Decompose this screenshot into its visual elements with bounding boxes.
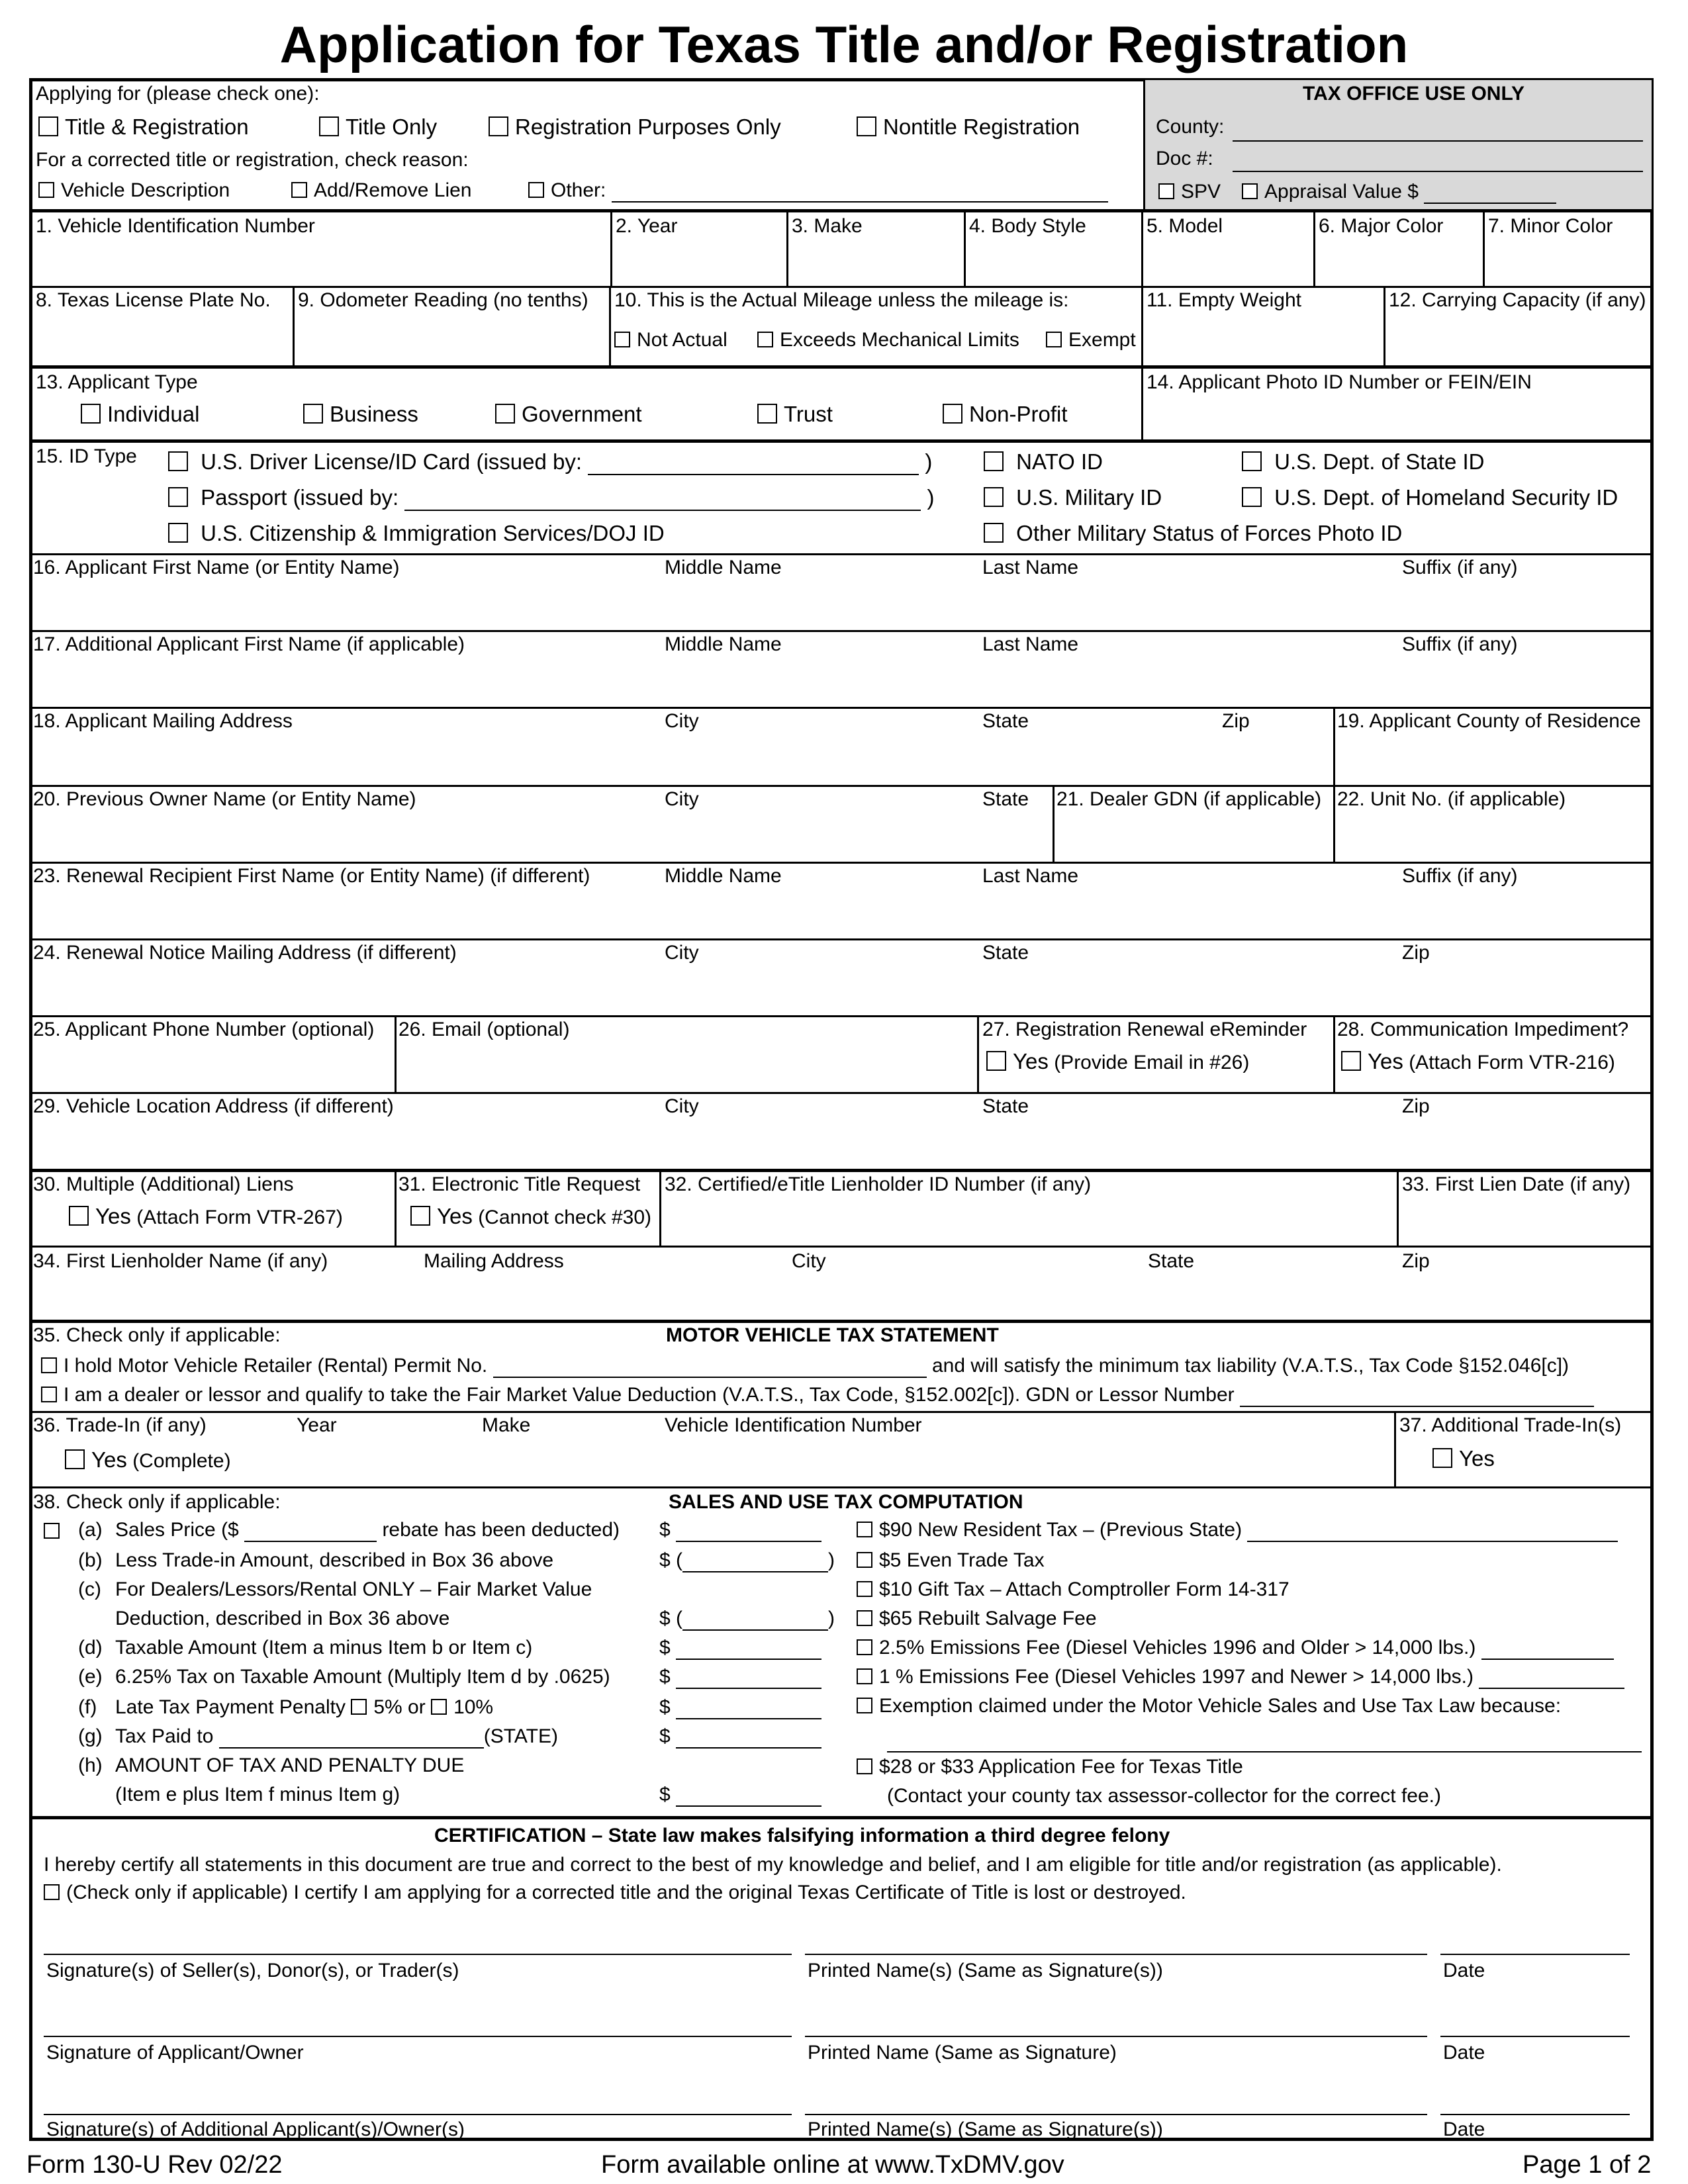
field-middle-name[interactable]: Middle Name (665, 557, 782, 578)
opt-driver-license[interactable]: U.S. Driver License/ID Card (issued by: ) (168, 449, 932, 475)
checkbox[interactable] (38, 182, 54, 198)
checkbox[interactable] (943, 404, 962, 424)
checkbox[interactable] (65, 1449, 85, 1469)
seller-printed-name-line[interactable] (805, 1954, 1427, 1955)
opt-other-military[interactable]: Other Military Status of Forces Photo ID (984, 520, 1402, 547)
divider (29, 630, 1654, 632)
certification-heading: CERTIFICATION – State law makes falsifying information a third degree felony (434, 1825, 1170, 1846)
field-suffix[interactable]: Suffix (if any) (1402, 557, 1518, 578)
field-renewal-city[interactable]: City (665, 942, 699, 964)
checkbox[interactable] (38, 116, 58, 136)
divider (29, 862, 1654, 864)
field-mailing-address[interactable]: 18. Applicant Mailing Address (33, 710, 293, 732)
sut-g-letter: (g) (78, 1725, 103, 1747)
passport-issuer-field[interactable] (404, 490, 921, 511)
checkbox[interactable] (41, 1357, 57, 1373)
field-renewal-address[interactable]: 24. Renewal Notice Mailing Address (if different) (33, 942, 457, 964)
opt-not-actual[interactable]: Not Actual (614, 328, 727, 352)
sut-a-checkbox[interactable] (44, 1520, 66, 1543)
checkbox[interactable] (168, 451, 188, 471)
application-fee-note: (Contact your county tax assessor-collector for the correct fee.) (887, 1785, 1441, 1807)
field-make[interactable]: 3. Make (792, 215, 863, 237)
divider (29, 707, 1654, 709)
field-previous-owner[interactable]: 20. Previous Owner Name (or Entity Name) (33, 788, 416, 810)
sut-b-amount[interactable]: $ ( ) (659, 1549, 835, 1571)
checkbox[interactable] (857, 1610, 872, 1626)
checkbox[interactable] (410, 1206, 430, 1226)
field-renewal-last-name[interactable]: Last Name (982, 865, 1079, 887)
divider (29, 1320, 1654, 1323)
applicant-printed-name-line[interactable] (805, 2036, 1427, 2037)
checkbox[interactable] (757, 332, 773, 347)
checkbox[interactable] (44, 1884, 60, 1900)
opt-corrected-title-lost[interactable]: (Check only if applicable) I certify I am applying for a corrected title and the original Texas Certificate of Title is lost or destroyed. (44, 1881, 1186, 1905)
opt-uscis[interactable]: U.S. Citizenship & Immigration Services/DOJ ID (168, 520, 665, 547)
opt-nontitle-registration[interactable]: Nontitle Registration (857, 114, 1080, 140)
checkbox[interactable] (986, 1051, 1006, 1071)
divider (29, 365, 1654, 369)
divider (1483, 210, 1485, 286)
field-renewal-first-name[interactable]: 23. Renewal Recipient First Name (or Entity Name) (if different) (33, 865, 590, 887)
mvt-check-label: 35. Check only if applicable: (33, 1324, 281, 1346)
seller-signature-label: Signature(s) of Seller(s), Donor(s), or Trader(s) (46, 1960, 459, 1981)
field-model[interactable]: 5. Model (1147, 215, 1223, 237)
field-additional-first-name[interactable]: 17. Additional Applicant First Name (if applicable) (33, 633, 465, 655)
amount-field[interactable] (682, 1551, 828, 1572)
opt-ereminder-yes[interactable]: Yes (Provide Email in #26) (986, 1048, 1249, 1075)
form-number: Form 130-U Rev 02/22 (26, 2151, 283, 2179)
opt-tradein-yes[interactable]: Yes (Complete) (65, 1447, 231, 1473)
checkbox[interactable] (857, 1581, 872, 1597)
mvt-heading: MOTOR VEHICLE TAX STATEMENT (666, 1324, 999, 1346)
field-location-zip[interactable]: Zip (1402, 1095, 1430, 1117)
sut-c-amount[interactable]: $ ( ) (659, 1608, 835, 1629)
doc-field[interactable] (1233, 171, 1643, 172)
id-type-label: 15. ID Type (36, 445, 137, 467)
sut-f-amount[interactable]: $ (659, 1696, 821, 1719)
field-additional-last-name[interactable]: Last Name (982, 633, 1079, 655)
sut-g-label: Tax Paid to (STATE) (115, 1725, 558, 1747)
amount-field[interactable] (1481, 1639, 1614, 1660)
field-last-name[interactable]: Last Name (982, 557, 1079, 578)
checkbox[interactable] (81, 404, 101, 424)
applicant-signature-line[interactable] (44, 2036, 792, 2037)
field-lienholder-address[interactable]: Mailing Address (424, 1250, 564, 1272)
field-tradein-year[interactable]: Year (297, 1414, 337, 1436)
seller-printed-name-label: Printed Name(s) (Same as Signature(s)) (808, 1960, 1163, 1981)
divider (1313, 210, 1315, 286)
checkbox[interactable] (168, 523, 188, 543)
checkbox[interactable] (495, 404, 515, 424)
divider (29, 1169, 1654, 1172)
opt-military[interactable]: U.S. Military ID (984, 484, 1162, 511)
field-body-style[interactable]: 4. Body Style (969, 215, 1086, 237)
sut-g-amount[interactable]: $ (659, 1725, 821, 1749)
divider (29, 286, 1654, 288)
previous-state-field[interactable] (1247, 1521, 1618, 1542)
opt-impediment-yes[interactable]: Yes (Attach Form VTR-216) (1341, 1048, 1615, 1075)
liens-label: 30. Multiple (Additional) Liens (33, 1173, 294, 1195)
amount-field[interactable] (676, 1698, 821, 1719)
checkbox[interactable] (489, 116, 508, 136)
opt-government[interactable]: Government (495, 401, 642, 428)
mileage-label: 10. This is the Actual Mileage unless the mileage is: (614, 289, 1069, 311)
opt-non-profit[interactable]: Non-Profit (943, 401, 1068, 428)
opt-emissions-2-5[interactable]: 2.5% Emissions Fee (Diesel Vehicles 1996 and Older > 14,000 lbs.) (857, 1636, 1614, 1660)
applicant-date-label: Date (1443, 2042, 1485, 2064)
checkbox[interactable] (44, 1523, 60, 1539)
additional-date-label: Date (1443, 2118, 1485, 2140)
gdn-lessor-field[interactable] (1240, 1386, 1594, 1407)
additional-tradein-label: 37. Additional Trade-In(s) (1399, 1414, 1622, 1436)
page-number: Page 1 of 2 (1523, 2151, 1652, 2179)
opt-nato[interactable]: NATO ID (984, 449, 1103, 475)
applicant-type-label: 13. Applicant Type (36, 371, 198, 393)
opt-dhs[interactable]: U.S. Dept. of Homeland Security ID (1242, 484, 1618, 511)
checkbox[interactable] (1046, 332, 1062, 347)
applicant-signature-label: Signature of Applicant/Owner (46, 2042, 304, 2064)
field-tradein-make[interactable]: Make (482, 1414, 531, 1436)
checkbox[interactable] (1341, 1051, 1361, 1071)
divider (1333, 708, 1335, 785)
opt-title-only[interactable]: Title Only (319, 114, 437, 140)
field-license-plate[interactable]: 8. Texas License Plate No. (36, 289, 271, 311)
field-county-residence[interactable]: 19. Applicant County of Residence (1337, 710, 1641, 732)
checkbox[interactable] (303, 404, 323, 424)
etitle-label: 31. Electronic Title Request (399, 1173, 641, 1195)
checkbox[interactable] (168, 487, 188, 507)
additional-date-line[interactable] (1440, 2114, 1630, 2115)
corrected-label: For a corrected title or registration, check reason: (36, 149, 469, 171)
penalty-10-checkbox[interactable] (431, 1699, 447, 1715)
sut-h-amount[interactable]: $ (659, 1783, 821, 1807)
checkbox[interactable] (291, 182, 307, 198)
seller-date-label: Date (1443, 1960, 1485, 1981)
field-renewal-state[interactable]: State (982, 942, 1029, 964)
divider (29, 938, 1654, 940)
penalty-5-checkbox[interactable] (351, 1699, 367, 1715)
field-previous-owner-state[interactable]: State (982, 788, 1029, 810)
divider (29, 553, 1654, 555)
sut-c-label: For Dealers/Lessors/Rental ONLY – Fair Market Value (115, 1578, 592, 1600)
amount-field[interactable] (1479, 1668, 1624, 1689)
opt-trust[interactable]: Trust (757, 401, 833, 428)
checkbox[interactable] (984, 451, 1004, 471)
opt-even-trade-tax[interactable]: $5 Even Trade Tax (857, 1549, 1045, 1572)
divider (1141, 367, 1143, 439)
page-title: Application for Texas Title and/or Registration (279, 15, 1409, 73)
amount-field[interactable] (676, 1639, 821, 1660)
field-photo-id[interactable]: 14. Applicant Photo ID Number or FEIN/EIN (1147, 371, 1532, 393)
amount-field[interactable] (676, 1521, 821, 1542)
field-renewal-suffix[interactable]: Suffix (if any) (1402, 865, 1518, 887)
opt-state-dept[interactable]: U.S. Dept. of State ID (1242, 449, 1484, 475)
opt-dealer-lessor[interactable]: I am a dealer or lessor and qualify to take the Fair Market Value Deduction (V.A.T.S., Tax Code, §152.002[c]). GDN or Lessor Number (41, 1383, 1594, 1407)
field-renewal-zip[interactable]: Zip (1402, 942, 1430, 964)
opt-liens-yes[interactable]: Yes (Attach Form VTR-267) (69, 1203, 343, 1230)
opt-rebuilt-salvage-fee[interactable]: $65 Rebuilt Salvage Fee (857, 1607, 1097, 1631)
divider (29, 1246, 1654, 1248)
opt-passport[interactable]: Passport (issued by: ) (168, 484, 934, 511)
checkbox[interactable] (528, 182, 544, 198)
exemption-reason-field[interactable] (887, 1751, 1642, 1752)
checkbox[interactable] (1158, 183, 1174, 199)
sut-a-letter: (a) (78, 1519, 103, 1541)
divider (1141, 287, 1143, 365)
appraisal-option[interactable]: Appraisal Value $ (1242, 180, 1556, 204)
field-additional-middle-name[interactable]: Middle Name (665, 633, 782, 655)
field-previous-owner-city[interactable]: City (665, 788, 699, 810)
divider (395, 1017, 397, 1092)
dl-issuer-field[interactable] (588, 454, 919, 475)
divider (29, 785, 1654, 787)
opt-vehicle-description[interactable]: Vehicle Description (38, 179, 230, 203)
field-lienholder-id[interactable]: 32. Certified/eTitle Lienholder ID Number (if any) (665, 1173, 1092, 1195)
tax-paid-state-field[interactable] (219, 1727, 484, 1749)
divider (1333, 1017, 1335, 1092)
sut-a-amount[interactable]: $ (659, 1518, 821, 1542)
checkbox[interactable] (857, 1668, 872, 1684)
field-lienholder-name[interactable]: 34. First Lienholder Name (if any) (33, 1250, 328, 1272)
field-tradein-vin[interactable]: Vehicle Identification Number (665, 1414, 922, 1436)
checkbox[interactable] (1242, 451, 1262, 471)
field-first-lien-date[interactable]: 33. First Lien Date (if any) (1402, 1173, 1631, 1195)
sut-e-label: 6.25% Tax on Taxable Amount (Multiply Item d by .0625) (115, 1666, 610, 1688)
amount-field[interactable] (676, 1786, 821, 1807)
field-year[interactable]: 2. Year (616, 215, 678, 237)
field-state[interactable]: State (982, 710, 1029, 732)
sut-b-label: Less Trade-in Amount, described in Box 36 above (115, 1549, 554, 1571)
divider (609, 287, 611, 365)
checkbox[interactable] (857, 116, 876, 136)
divider (977, 1017, 979, 1092)
opt-business[interactable]: Business (303, 401, 418, 428)
sut-c-letter: (c) (78, 1578, 101, 1600)
sut-check-label: 38. Check only if applicable: (33, 1491, 281, 1513)
field-empty-weight[interactable]: 11. Empty Weight (1147, 289, 1301, 311)
divider (964, 210, 966, 286)
sut-f-letter: (f) (78, 1696, 97, 1718)
tax-office-heading: TAX OFFICE USE ONLY (1303, 83, 1525, 105)
sut-d-amount[interactable]: $ (659, 1636, 821, 1660)
sut-e-letter: (e) (78, 1666, 103, 1688)
opt-registration-purposes[interactable]: Registration Purposes Only (489, 114, 781, 140)
checkbox[interactable] (857, 1552, 872, 1568)
divider (1143, 78, 1145, 209)
field-lienholder-state[interactable]: State (1148, 1250, 1195, 1272)
opt-retailer-permit[interactable]: I hold Motor Vehicle Retailer (Rental) Permit No. and will satisfy the minimum tax liability (V.A.T.S., Tax Code §152.046[c]) (41, 1354, 1569, 1378)
additional-printed-name-line[interactable] (805, 2114, 1427, 2115)
amount-field[interactable] (682, 1610, 828, 1631)
checkbox[interactable] (41, 1387, 57, 1402)
field-odometer[interactable]: 9. Odometer Reading (no tenths) (298, 289, 588, 311)
divider (29, 1816, 1654, 1819)
checkbox[interactable] (984, 523, 1004, 543)
seller-date-line[interactable] (1440, 1954, 1630, 1955)
opt-exemption[interactable]: Exemption claimed under the Motor Vehicle Sales and Use Tax Law because: (857, 1694, 1561, 1718)
divider (29, 1411, 1654, 1413)
sut-h-label: AMOUNT OF TAX AND PENALTY DUE (115, 1754, 465, 1776)
checkbox[interactable] (319, 116, 339, 136)
divider (1394, 1412, 1396, 1486)
field-phone[interactable]: 25. Applicant Phone Number (optional) (33, 1019, 375, 1040)
additional-printed-name-label: Printed Name(s) (Same as Signature(s)) (808, 2118, 1163, 2140)
sut-a-label: Sales Price ($ rebate has been deducted) (115, 1519, 620, 1541)
checkbox[interactable] (857, 1698, 872, 1713)
sut-e-amount[interactable]: $ (659, 1665, 821, 1689)
checkbox[interactable] (757, 404, 777, 424)
checkbox[interactable] (69, 1206, 89, 1226)
applying-label: Applying for (please check one): (36, 83, 320, 105)
opt-exempt[interactable]: Exempt (1046, 328, 1136, 352)
divider (29, 1486, 1654, 1488)
opt-new-resident-tax[interactable]: $90 New Resident Tax – (Previous State) (857, 1518, 1618, 1542)
checkbox[interactable] (1242, 183, 1258, 199)
divider (1397, 1171, 1399, 1246)
divider (395, 1171, 397, 1246)
opt-gift-tax[interactable]: $10 Gift Tax – Attach Comptroller Form 14-317 (857, 1578, 1289, 1602)
field-location-city[interactable]: City (665, 1095, 699, 1117)
opt-additional-tradein-yes[interactable]: Yes (1432, 1445, 1495, 1472)
field-zip[interactable]: Zip (1222, 710, 1250, 732)
divider (29, 1015, 1654, 1017)
ereminder-label: 27. Registration Renewal eReminder (982, 1019, 1307, 1040)
field-vin[interactable]: 1. Vehicle Identification Number (36, 215, 315, 237)
additional-applicant-signature-label: Signature(s) of Additional Applicant(s)/Owner(s) (46, 2118, 465, 2140)
seller-signature-line[interactable] (44, 1954, 792, 1955)
field-major-color[interactable]: 6. Major Color (1319, 215, 1444, 237)
field-additional-suffix[interactable]: Suffix (if any) (1402, 633, 1518, 655)
field-lienholder-city[interactable]: City (792, 1250, 826, 1272)
permit-number-field[interactable] (493, 1357, 927, 1378)
checkbox[interactable] (1242, 487, 1262, 507)
online-link[interactable]: Form available online at www.TxDMV.gov (601, 2151, 1064, 2179)
opt-emissions-1[interactable]: 1 % Emissions Fee (Diesel Vehicles 1997 and Newer > 14,000 lbs.) (857, 1665, 1624, 1689)
divider (29, 439, 1654, 443)
divider (293, 287, 295, 365)
doc-label: Doc #: (1156, 148, 1213, 169)
field-first-name[interactable]: 16. Applicant First Name (or Entity Name) (33, 557, 400, 578)
opt-exceeds-limits[interactable]: Exceeds Mechanical Limits (757, 328, 1019, 352)
opt-title-registration[interactable]: Title & Registration (38, 114, 249, 140)
field-renewal-middle-name[interactable]: Middle Name (665, 865, 782, 887)
other-reason-field[interactable] (612, 181, 1108, 203)
checkbox[interactable] (857, 1758, 872, 1774)
appraisal-field[interactable] (1424, 183, 1556, 204)
tradein-label: 36. Trade-In (if any) (33, 1414, 207, 1436)
opt-other[interactable]: Other: (528, 179, 1108, 203)
checkbox[interactable] (1432, 1448, 1452, 1468)
amount-field[interactable] (676, 1668, 821, 1689)
divider (1141, 210, 1143, 286)
field-unit-no[interactable]: 22. Unit No. (if applicable) (1337, 788, 1566, 810)
sut-c-label-2: Deduction, described in Box 36 above (115, 1608, 450, 1629)
field-email[interactable]: 26. Email (optional) (399, 1019, 570, 1040)
divider (786, 210, 788, 286)
field-lienholder-zip[interactable]: Zip (1402, 1250, 1430, 1272)
amount-field[interactable] (676, 1727, 821, 1749)
sut-d-label: Taxable Amount (Item a minus Item b or Item c) (115, 1637, 533, 1659)
sut-d-letter: (d) (78, 1637, 103, 1659)
rebate-field[interactable] (244, 1521, 377, 1542)
field-vehicle-location[interactable]: 29. Vehicle Location Address (if different) (33, 1095, 394, 1117)
divider (1383, 287, 1385, 365)
divider (659, 1171, 661, 1246)
divider (29, 209, 1654, 212)
sut-f-label: Late Tax Payment Penalty 5% or 10% (115, 1696, 494, 1718)
applicant-printed-name-label: Printed Name (Same as Signature) (808, 2042, 1117, 2064)
opt-etitle-yes[interactable]: Yes (Cannot check #30) (410, 1203, 651, 1230)
divider (29, 1092, 1654, 1094)
county-label: County: (1156, 116, 1225, 138)
checkbox[interactable] (857, 1639, 872, 1655)
county-field[interactable] (1233, 140, 1643, 142)
checkbox[interactable] (984, 487, 1004, 507)
field-carrying-capacity[interactable]: 12. Carrying Capacity (if any) (1389, 289, 1646, 311)
opt-add-remove-lien[interactable]: Add/Remove Lien (291, 179, 471, 203)
opt-individual[interactable]: Individual (81, 401, 199, 428)
divider (610, 210, 612, 286)
field-minor-color[interactable]: 7. Minor Color (1488, 215, 1613, 237)
field-location-state[interactable]: State (982, 1095, 1029, 1117)
checkbox[interactable] (614, 332, 630, 347)
field-city[interactable]: City (665, 710, 699, 732)
opt-application-fee[interactable]: $28 or $33 Application Fee for Texas Title (857, 1755, 1243, 1779)
impediment-label: 28. Communication Impediment? (1337, 1019, 1629, 1040)
sut-b-letter: (b) (78, 1549, 103, 1571)
certification-text: I hereby certify all statements in this document are true and correct to the best of my knowledge and belief, and I am eligible for title and/or registration (as applicable). (44, 1854, 1502, 1876)
additional-applicant-signature-line[interactable] (44, 2114, 792, 2115)
checkbox[interactable] (857, 1522, 872, 1537)
sut-heading: SALES AND USE TAX COMPUTATION (669, 1491, 1023, 1513)
applicant-date-line[interactable] (1440, 2036, 1630, 2037)
spv-option[interactable]: SPV (1158, 180, 1221, 204)
divider (1053, 786, 1055, 862)
sut-h-label-2: (Item e plus Item f minus Item g) (115, 1784, 400, 1805)
sut-h-letter: (h) (78, 1754, 103, 1776)
field-dealer-gdn[interactable]: 21. Dealer GDN (if applicable) (1056, 788, 1322, 810)
divider (1333, 786, 1335, 862)
